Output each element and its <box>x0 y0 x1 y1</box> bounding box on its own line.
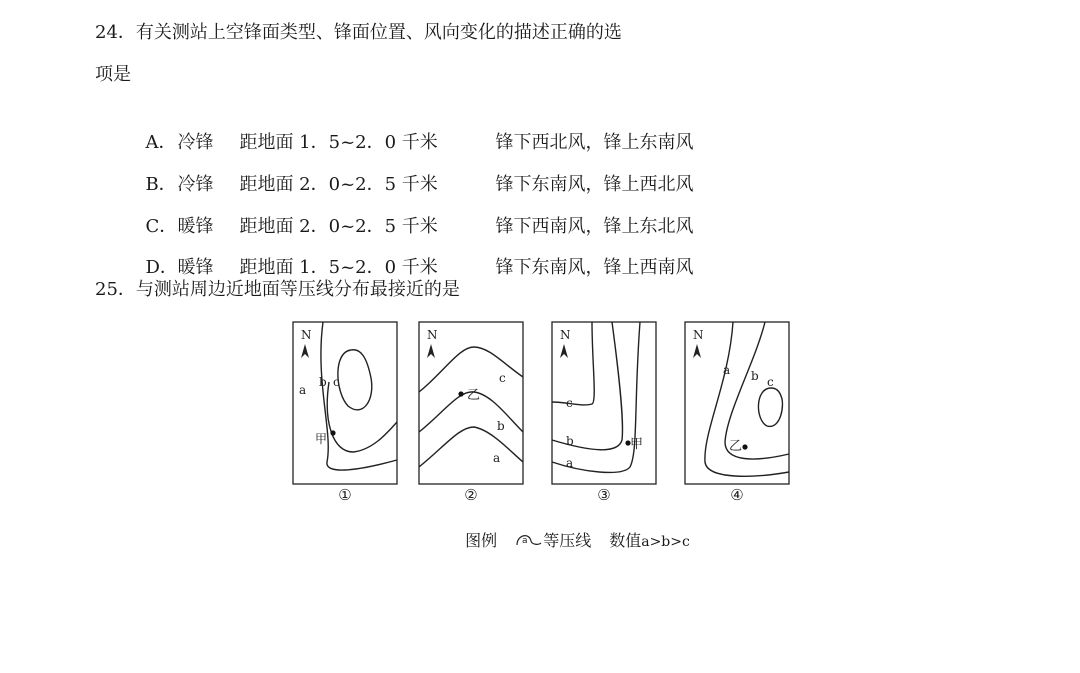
label-c: c <box>333 375 340 389</box>
isobar-map-3 <box>552 322 656 484</box>
station-dot <box>330 430 335 435</box>
question-24-line-2: 项是 <box>95 64 131 85</box>
legend-value-label: 数值 <box>609 531 642 550</box>
label-a: a <box>493 451 501 465</box>
label-c: c <box>767 375 774 389</box>
station-dot <box>458 391 463 396</box>
option-d <box>134 235 693 279</box>
north-arrow-icon <box>693 328 704 358</box>
isobar-c <box>758 388 782 426</box>
isobar-a <box>321 322 397 470</box>
svg-text:a: a <box>522 536 528 546</box>
map-number-1: ① <box>338 486 352 504</box>
isobar-c <box>338 350 372 410</box>
station-label: 乙 <box>467 388 481 403</box>
option-letter: D． <box>145 257 178 278</box>
svg-text:N: N <box>427 328 438 342</box>
station-dot <box>742 444 747 449</box>
map-number-2: ② <box>464 486 478 504</box>
option-b <box>134 152 693 196</box>
label-c: c <box>499 371 506 385</box>
svg-text:N: N <box>693 328 704 342</box>
label-b: b <box>751 369 759 383</box>
isobar-map-2 <box>419 322 523 484</box>
label-a: a <box>566 456 574 470</box>
question-25-text: 25．与测站周边近地面等压线分布最接近的是 <box>95 279 460 300</box>
option-a <box>134 110 693 154</box>
option-front-type: 冷锋 <box>177 174 214 195</box>
label-a: a <box>723 363 731 377</box>
map-frame <box>685 322 789 484</box>
label-a: a <box>299 383 307 397</box>
svg-text:N: N <box>301 328 312 342</box>
isobar-map-1 <box>293 322 397 484</box>
label-b: b <box>566 434 574 448</box>
option-distance: 距地面 2．0~2．5 千米 <box>239 174 438 195</box>
question-24-line-1: 24．有关测站上空锋面类型、锋面位置、风向变化的描述正确的选 <box>95 22 622 43</box>
figure-legend <box>455 511 690 552</box>
map-number-4: ④ <box>730 486 744 504</box>
option-wind: 锋下西南风，锋上东北风 <box>495 216 694 237</box>
legend-title: 图例 <box>465 531 498 550</box>
option-distance: 距地面 2．0~2．5 千米 <box>239 216 438 237</box>
option-letter: B． <box>145 174 177 195</box>
label-b: b <box>319 375 327 389</box>
isobar-a <box>705 322 789 476</box>
station-label: 甲 <box>315 432 328 446</box>
option-wind: 锋下西北风，锋上东南风 <box>495 132 694 153</box>
option-distance: 距地面 1．5~2．0 千米 <box>239 257 438 278</box>
north-arrow-icon <box>560 328 571 358</box>
option-wind: 锋下东南风，锋上西北风 <box>495 174 694 195</box>
svg-text:N: N <box>560 328 571 342</box>
option-letter: A． <box>145 132 177 153</box>
north-arrow-icon <box>301 328 312 358</box>
option-distance: 距地面 1．5~2．0 千米 <box>239 132 438 153</box>
legend-value-relation: a>b>c <box>641 534 690 550</box>
option-wind: 锋下东南风，锋上西南风 <box>495 257 694 278</box>
north-arrow-icon <box>427 328 438 358</box>
isobar-b <box>327 382 397 452</box>
option-front-type: 暖锋 <box>177 257 214 278</box>
map-number-3: ③ <box>597 486 611 504</box>
station-label: 乙 <box>729 439 743 454</box>
isobar-map-4 <box>685 322 789 484</box>
option-letter: C． <box>145 216 178 237</box>
isobar-c <box>552 322 594 405</box>
isobar-maps-svg <box>286 316 806 516</box>
station-label: 甲 <box>630 437 644 452</box>
option-front-type: 冷锋 <box>177 132 214 153</box>
option-front-type: 暖锋 <box>177 216 214 237</box>
label-c: c <box>566 396 573 410</box>
isobar-c <box>419 347 523 392</box>
label-b: b <box>497 419 505 433</box>
isobar-legend-icon <box>515 533 543 549</box>
isobar-figures <box>286 316 806 536</box>
option-c <box>134 194 693 238</box>
isobar-a <box>419 427 523 467</box>
legend-isobar-text: 等压线 <box>543 531 592 550</box>
map-frame <box>419 322 523 484</box>
